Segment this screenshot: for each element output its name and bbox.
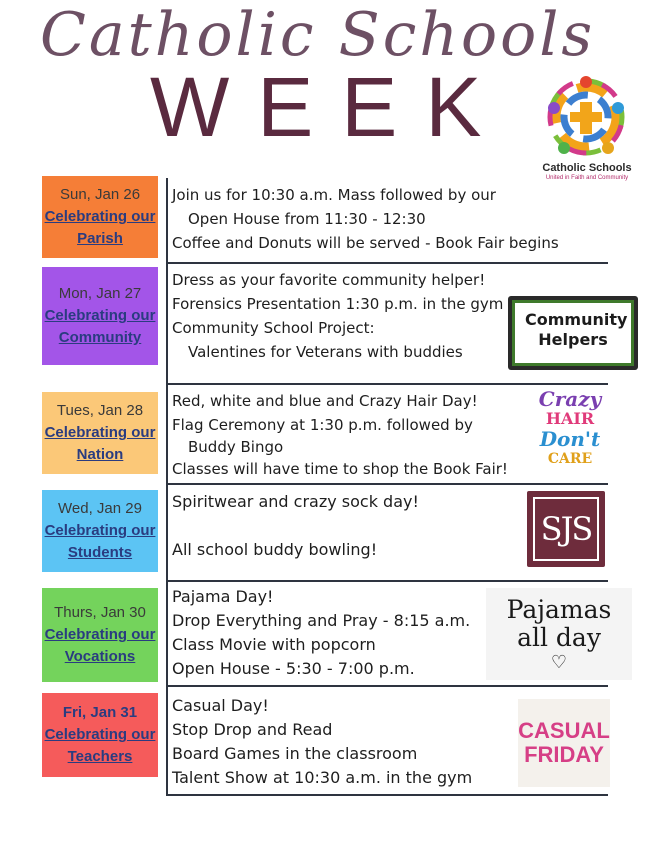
schedule-divider [168, 580, 608, 582]
schedule-divider [168, 794, 608, 796]
detail-line: Open House from 11:30 - 12:30 [188, 210, 426, 228]
image-text: HAIR [545, 409, 595, 428]
day-theme-link[interactable]: Celebrating our Parish [44, 208, 156, 247]
crazy-hair-image [524, 389, 616, 479]
day-label-wednesday [42, 490, 158, 572]
detail-line: All school buddy bowling! [172, 540, 378, 559]
detail-line: Flag Ceremony at 1:30 p.m. followed by [172, 416, 473, 434]
heart-icon: ♡ [550, 652, 568, 672]
image-text: Crazy [538, 389, 602, 411]
detail-line: Buddy Bingo [188, 438, 284, 456]
detail-line: Board Games in the classroom [172, 744, 418, 763]
detail-line: Community School Project: [172, 319, 375, 337]
detail-line: Join us for 10:30 a.m. Mass followed by our [172, 186, 496, 204]
day-details-friday [172, 694, 522, 790]
logo-tagline: United in Faith and Community [545, 175, 629, 181]
casual-friday-image [518, 699, 610, 787]
catholic-schools-logo-icon [540, 72, 632, 162]
detail-line: Classes will have time to shop the Book Fair! [172, 460, 508, 478]
day-details-wednesday [172, 490, 522, 562]
image-text: CASUAL [518, 718, 610, 743]
day-date: Mon, Jan 27 [58, 285, 142, 302]
image-text: Community Helpers [525, 310, 628, 349]
detail-line: Coffee and Donuts will be served - Book Fair begins [172, 234, 559, 252]
day-details-monday [172, 268, 522, 364]
day-theme-link[interactable]: Celebrating our Nation [44, 424, 156, 463]
day-date: Thurs, Jan 30 [54, 604, 146, 621]
title-week: WEEK [150, 60, 510, 154]
day-theme-link[interactable]: Celebrating our Teachers [44, 726, 156, 765]
image-text: SJS [540, 510, 592, 548]
day-date: Wed, Jan 29 [58, 500, 142, 517]
day-theme-link[interactable]: Celebrating our Students [44, 522, 156, 561]
schedule-divider [168, 685, 608, 687]
detail-line: Dress as your favorite community helper! [172, 271, 486, 289]
day-details-sunday [172, 183, 559, 255]
day-label-sunday [42, 176, 158, 258]
image-text: all day [517, 623, 601, 652]
day-theme-link[interactable]: Celebrating our Community [44, 307, 156, 346]
day-label-friday [42, 693, 158, 777]
day-date: Sun, Jan 26 [59, 186, 141, 203]
schedule-divider [168, 483, 608, 485]
schedule-divider [168, 383, 608, 385]
detail-line: Spiritwear and crazy sock day! [172, 492, 419, 511]
community-helpers-image [508, 296, 638, 370]
detail-line: Drop Everything and Pray - 8:15 a.m. [172, 611, 471, 630]
logo-name: Catholic Schools [542, 162, 632, 174]
detail-line: Talent Show at 10:30 a.m. in the gym [172, 768, 473, 787]
day-date: Fri, Jan 31 [62, 704, 138, 721]
day-label-tuesday [42, 392, 158, 474]
image-text: CARE [547, 451, 593, 467]
image-text: Don't [539, 427, 601, 451]
day-label-thursday [42, 588, 158, 682]
schedule-divider-vertical [166, 178, 168, 796]
image-text: FRIDAY [524, 742, 604, 767]
sjs-logo-image [527, 491, 605, 567]
detail-line: Red, white and blue and Crazy Hair Day! [172, 392, 478, 410]
detail-line-blank [172, 514, 522, 538]
detail-line: Valentines for Veterans with buddies [188, 343, 463, 361]
detail-line: Stop Drop and Read [172, 720, 333, 739]
title-script: Catholic Schools [40, 0, 596, 70]
pajamas-all-day-image [486, 588, 632, 680]
day-details-thursday [172, 585, 522, 681]
day-date: Tues, Jan 28 [56, 402, 144, 419]
detail-line: Open House - 5:30 - 7:00 p.m. [172, 659, 415, 678]
detail-line: Pajama Day! [172, 587, 274, 606]
detail-line: Forensics Presentation 1:30 p.m. in the gym [172, 295, 504, 313]
day-details-tuesday [172, 389, 522, 481]
detail-line: Casual Day! [172, 696, 269, 715]
day-theme-link[interactable]: Celebrating our Vocations [44, 626, 156, 665]
schedule-divider [168, 262, 608, 264]
day-label-monday [42, 267, 158, 365]
detail-line: Class Movie with popcorn [172, 635, 376, 654]
image-text: Pajamas [506, 595, 612, 624]
